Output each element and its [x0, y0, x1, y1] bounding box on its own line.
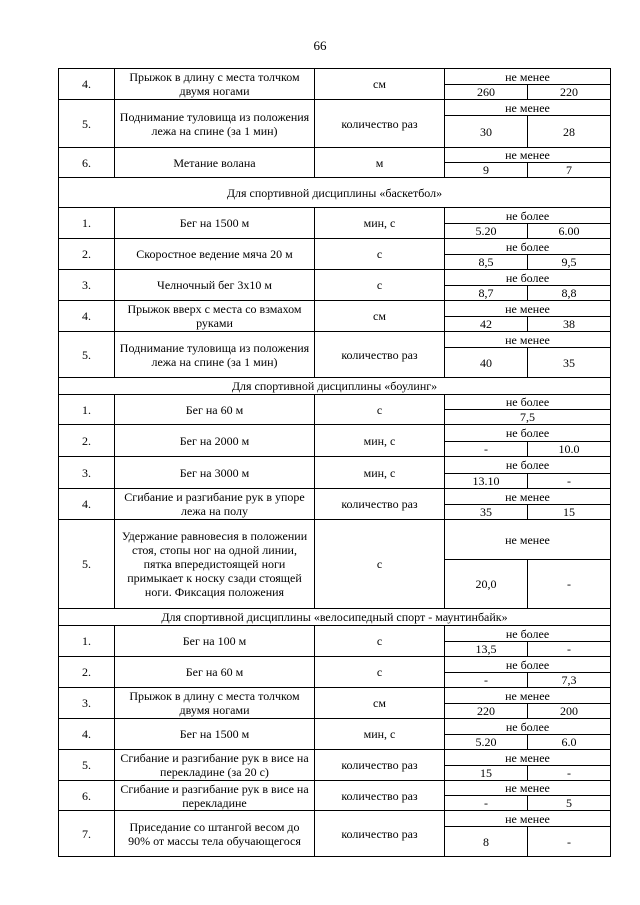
- norm-qualifier: не менее: [445, 781, 611, 796]
- unit-of-measure: количество раз: [315, 750, 445, 781]
- norm-value-1: 8: [445, 827, 528, 857]
- unit-of-measure: см: [315, 301, 445, 332]
- norm-value-2: 8,8: [528, 286, 611, 301]
- row-number: 4.: [59, 301, 115, 332]
- unit-of-measure: м: [315, 148, 445, 178]
- norm-value-2: 10.0: [528, 442, 611, 457]
- norm-qualifier: не более: [445, 208, 611, 224]
- unit-of-measure: количество раз: [315, 332, 445, 378]
- norm-value-2: 28: [528, 116, 611, 148]
- table-row: [59, 332, 611, 348]
- row-number: 4.: [59, 719, 115, 750]
- norm-value-2: 38: [528, 317, 611, 332]
- table-row: [59, 395, 611, 410]
- norm-qualifier: не менее: [445, 688, 611, 704]
- table-row: [59, 489, 611, 505]
- norm-qualifier: не более: [445, 626, 611, 642]
- unit-of-measure: с: [315, 270, 445, 301]
- norm-qualifier: не менее: [445, 148, 611, 163]
- table-row: [59, 457, 611, 474]
- row-number: 3.: [59, 688, 115, 719]
- section-header-row: [59, 178, 611, 208]
- exercise-name: Бег на 3000 м: [115, 457, 315, 489]
- norm-value-2: 9,5: [528, 255, 611, 270]
- norm-value-2: -: [528, 827, 611, 857]
- page-number: 66: [313, 38, 327, 53]
- norm-qualifier: не более: [445, 457, 611, 474]
- norm-value-2: 6.00: [528, 224, 611, 239]
- exercise-name: Приседание со штангой весом до 90% от массы тела обучающегося: [115, 811, 315, 857]
- norm-value-1: 35: [445, 505, 528, 520]
- row-number: 4.: [59, 69, 115, 100]
- exercise-name: Бег на 100 м: [115, 626, 315, 657]
- table-row: [59, 719, 611, 735]
- exercise-name: Прыжок в длину с места толчком двумя ногами: [115, 688, 315, 719]
- norm-qualifier: не менее: [445, 332, 611, 348]
- row-number: 4.: [59, 489, 115, 520]
- unit-of-measure: с: [315, 657, 445, 688]
- exercise-name: Бег на 1500 м: [115, 719, 315, 750]
- norm-value-2: 7: [528, 163, 611, 178]
- unit-of-measure: мин, с: [315, 457, 445, 489]
- norm-value-1: -: [445, 442, 528, 457]
- norm-value-2: 7,3: [528, 673, 611, 688]
- table-row: [59, 100, 611, 116]
- exercise-name: Челночный бег 3х10 м: [115, 270, 315, 301]
- section-header-row: [59, 378, 611, 395]
- row-number: 3.: [59, 457, 115, 489]
- exercise-name: Бег на 60 м: [115, 395, 315, 425]
- row-number: 1.: [59, 208, 115, 239]
- norm-value-1: 5.20: [445, 224, 528, 239]
- exercise-name: Бег на 60 м: [115, 657, 315, 688]
- section-title: Для спортивной дисциплины «велосипедный спорт - маунтинбайк»: [59, 609, 611, 626]
- unit-of-measure: количество раз: [315, 811, 445, 857]
- section-header-row: [59, 609, 611, 626]
- unit-of-measure: с: [315, 239, 445, 270]
- exercise-name: Удержание равновесия в положении стоя, стопы ног на одной линии, пятка впередистоящей ноги примыкает к носку сзади стоящей ноги. Фиксация положения: [115, 520, 315, 609]
- norm-value-2: 200: [528, 704, 611, 719]
- norm-qualifier: не менее: [445, 520, 611, 560]
- norm-qualifier: не менее: [445, 489, 611, 505]
- unit-of-measure: с: [315, 520, 445, 609]
- norm-qualifier: не более: [445, 270, 611, 286]
- section-title: Для спортивной дисциплины «баскетбол»: [59, 178, 611, 208]
- exercise-name: Сгибание и разгибание рук в упоре лежа на полу: [115, 489, 315, 520]
- norm-value-2: 6.0: [528, 735, 611, 750]
- unit-of-measure: мин, с: [315, 719, 445, 750]
- norm-value-1: -: [445, 673, 528, 688]
- row-number: 1.: [59, 626, 115, 657]
- table-row: [59, 239, 611, 255]
- norm-value-1: 9: [445, 163, 528, 178]
- exercise-name: Сгибание и разгибание рук в висе на перекладине (за 20 с): [115, 750, 315, 781]
- table-row: [59, 69, 611, 85]
- norms-table-body: [59, 69, 611, 857]
- exercise-name: Сгибание и разгибание рук в висе на перекладине: [115, 781, 315, 811]
- norm-value-2: 35: [528, 348, 611, 378]
- norm-value-1: 8,7: [445, 286, 528, 301]
- norm-qualifier: не более: [445, 719, 611, 735]
- unit-of-measure: мин, с: [315, 425, 445, 457]
- row-number: 5.: [59, 100, 115, 148]
- exercise-name: Прыжок в длину с места толчком двумя ногами: [115, 69, 315, 100]
- norm-qualifier: не менее: [445, 100, 611, 116]
- norm-value-1: 13.10: [445, 474, 528, 489]
- table-row: [59, 811, 611, 827]
- unit-of-measure: с: [315, 626, 445, 657]
- norm-value-1: 42: [445, 317, 528, 332]
- norms-table: [58, 68, 611, 857]
- norm-qualifier: не менее: [445, 811, 611, 827]
- norm-qualifier: не менее: [445, 750, 611, 766]
- norm-value-1: 260: [445, 85, 528, 100]
- norm-value-2: -: [528, 474, 611, 489]
- row-number: 2.: [59, 425, 115, 457]
- norm-qualifier: не более: [445, 657, 611, 673]
- table-row: [59, 781, 611, 796]
- norm-value-2: 220: [528, 85, 611, 100]
- norm-value-1: 8,5: [445, 255, 528, 270]
- unit-of-measure: количество раз: [315, 489, 445, 520]
- norm-value-1: 5.20: [445, 735, 528, 750]
- norm-value-1: 220: [445, 704, 528, 719]
- norm-qualifier: не более: [445, 425, 611, 442]
- norm-value-1: 15: [445, 766, 528, 781]
- norm-value-1: 20,0: [445, 560, 528, 609]
- row-number: 2.: [59, 239, 115, 270]
- exercise-name: Бег на 2000 м: [115, 425, 315, 457]
- table-row: [59, 657, 611, 673]
- row-number: 5.: [59, 750, 115, 781]
- unit-of-measure: с: [315, 395, 445, 425]
- norm-value-1: 30: [445, 116, 528, 148]
- table-row: [59, 425, 611, 442]
- row-number: 1.: [59, 395, 115, 425]
- exercise-name: Прыжок вверх с места со взмахом руками: [115, 301, 315, 332]
- norm-value-1: 40: [445, 348, 528, 378]
- norm-qualifier: не более: [445, 395, 611, 410]
- norm-value-1: 13,5: [445, 642, 528, 657]
- exercise-name: Поднимание туловища из положения лежа на спине (за 1 мин): [115, 100, 315, 148]
- norm-qualifier: не менее: [445, 69, 611, 85]
- norm-value-2: 15: [528, 505, 611, 520]
- table-row: [59, 148, 611, 163]
- table-row: [59, 270, 611, 286]
- unit-of-measure: мин, с: [315, 208, 445, 239]
- norm-value-2: -: [528, 766, 611, 781]
- exercise-name: Бег на 1500 м: [115, 208, 315, 239]
- row-number: 5.: [59, 332, 115, 378]
- table-row: [59, 688, 611, 704]
- exercise-name: Поднимание туловища из положения лежа на спине (за 1 мин): [115, 332, 315, 378]
- row-number: 2.: [59, 657, 115, 688]
- norm-value-2: -: [528, 642, 611, 657]
- table-row: [59, 520, 611, 560]
- norm-value-2: 5: [528, 796, 611, 811]
- norm-qualifier: не более: [445, 239, 611, 255]
- table-row: [59, 208, 611, 224]
- norm-value-1: -: [445, 796, 528, 811]
- norm-value: 7,5: [445, 410, 611, 425]
- unit-of-measure: количество раз: [315, 100, 445, 148]
- row-number: 5.: [59, 520, 115, 609]
- norm-value-2: -: [528, 560, 611, 609]
- row-number: 6.: [59, 148, 115, 178]
- exercise-name: Метание волана: [115, 148, 315, 178]
- norm-qualifier: не менее: [445, 301, 611, 317]
- table-row: [59, 301, 611, 317]
- unit-of-measure: см: [315, 688, 445, 719]
- row-number: 7.: [59, 811, 115, 857]
- unit-of-measure: см: [315, 69, 445, 100]
- unit-of-measure: количество раз: [315, 781, 445, 811]
- exercise-name: Скоростное ведение мяча 20 м: [115, 239, 315, 270]
- table-row: [59, 750, 611, 766]
- table-row: [59, 626, 611, 642]
- section-title: Для спортивной дисциплины «боулинг»: [59, 378, 611, 395]
- row-number: 6.: [59, 781, 115, 811]
- row-number: 3.: [59, 270, 115, 301]
